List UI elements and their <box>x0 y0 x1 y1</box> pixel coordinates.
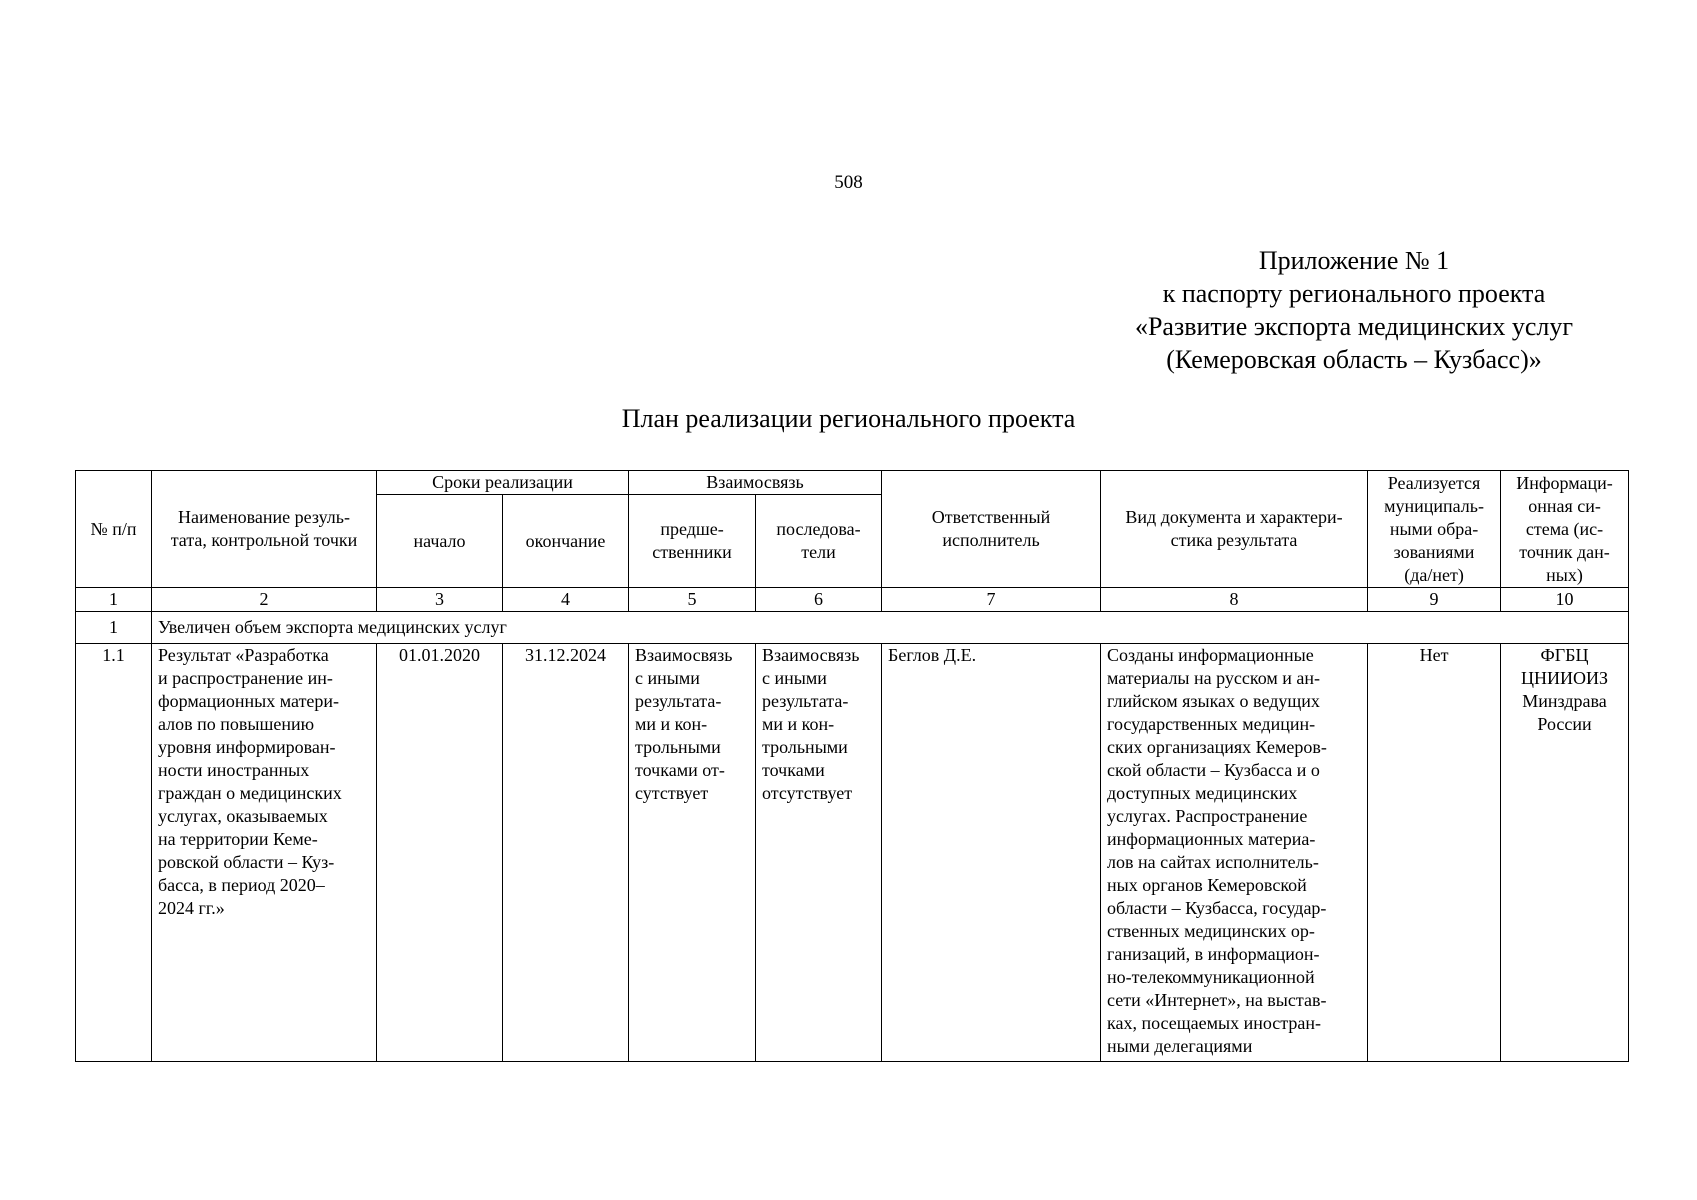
plan-table <box>75 470 1629 1062</box>
column-number: 8 <box>1101 588 1368 612</box>
column-number: 3 <box>377 588 503 612</box>
header-terms: Сроки реализации <box>377 471 629 495</box>
column-number: 6 <box>756 588 882 612</box>
header-name <box>152 471 377 588</box>
column-numbers-row <box>76 588 1629 612</box>
row-succ-line: с иными <box>762 668 827 688</box>
row-responsible: Беглов Д.Е. <box>882 644 1101 1062</box>
row-doc-line: но-телекоммуникационной <box>1107 967 1315 987</box>
row-info-line: ФГБЦ <box>1540 645 1589 665</box>
header-line: тели <box>801 542 836 562</box>
header-link: Взаимосвязь <box>629 471 882 495</box>
section-number: 1 <box>76 612 152 644</box>
row-doc-line: глийском языках о ведущих <box>1107 691 1320 711</box>
row-number: 1.1 <box>76 644 152 1062</box>
row-doc-line: сети «Интернет», на выстав- <box>1107 990 1327 1010</box>
column-number: 5 <box>629 588 756 612</box>
header-line: Ответственный <box>931 507 1051 527</box>
row-municipal: Нет <box>1368 644 1501 1062</box>
header-line: стема (ис- <box>1525 518 1604 539</box>
row-name-line: 2024 гг.» <box>158 898 225 918</box>
header-successors <box>756 495 882 588</box>
header-line: ных) <box>1546 564 1583 585</box>
row-pred-line: точками от- <box>635 760 725 780</box>
row-name-line: уровня информирован- <box>158 737 336 757</box>
row-name-line: ровской области – Куз- <box>158 852 335 872</box>
header-municipal <box>1368 471 1501 588</box>
header-line: Вид документа и характери- <box>1125 507 1343 527</box>
row-name-line: услугах, оказываемых <box>158 806 328 826</box>
appendix-line: «Развитие экспорта медицинских услуг <box>1134 312 1574 341</box>
header-line: Информаци- <box>1516 472 1613 493</box>
row-succ-line: ми и кон- <box>762 714 835 734</box>
header-line: исполнитель <box>942 530 1040 550</box>
row-name-line: ности иностранных <box>158 760 310 780</box>
row-start-date: 01.01.2020 <box>377 644 503 1062</box>
row-doc-line: ганизаций, в информацион- <box>1107 944 1320 964</box>
row-info-line: России <box>1537 714 1592 734</box>
appendix-line: (Кемеровская область – Кузбасс)» <box>1166 345 1542 374</box>
row-doc-line: информационных материа- <box>1107 829 1316 849</box>
row-succ-line: отсутствует <box>762 783 853 803</box>
header-line: стика результата <box>1170 530 1298 550</box>
row-info-line: Минздрава <box>1522 691 1607 711</box>
column-number: 9 <box>1368 588 1501 612</box>
row-pred-line: с иными <box>635 668 700 688</box>
column-number: 10 <box>1501 588 1629 612</box>
header-responsible <box>882 471 1101 588</box>
row-name-line: на территории Кеме- <box>158 829 318 849</box>
row-document <box>1101 644 1368 1062</box>
row-name-line: алов по повышению <box>158 714 315 734</box>
row-succ-line: Взаимосвязь <box>762 645 860 665</box>
header-end: окончание <box>503 495 629 588</box>
row-doc-line: ственных медицинских ор- <box>1107 921 1315 941</box>
row-pred-line: ми и кон- <box>635 714 708 734</box>
header-document <box>1101 471 1368 588</box>
header-line: Наименование резуль- <box>178 507 350 527</box>
header-info-system <box>1501 471 1629 588</box>
row-name-line: и распространение ин- <box>158 668 333 688</box>
row-pred-line: трольными <box>635 737 721 757</box>
row-name <box>152 644 377 1062</box>
section-row <box>76 612 1629 644</box>
column-number: 2 <box>152 588 377 612</box>
row-doc-line: ными делегациями <box>1107 1036 1253 1056</box>
table-row <box>76 644 1629 1062</box>
row-doc-line: ных органов Кемеровской <box>1107 875 1307 895</box>
appendix-line: к паспорту регионального проекта <box>1162 279 1546 308</box>
appendix-block <box>1100 244 1608 376</box>
row-pred-line: Взаимосвязь <box>635 645 733 665</box>
header-line: тата, контрольной точки <box>170 530 358 550</box>
column-number: 1 <box>76 588 152 612</box>
row-info-system <box>1501 644 1629 1062</box>
row-successors <box>756 644 882 1062</box>
column-number: 7 <box>882 588 1101 612</box>
header-line: ными обра- <box>1389 518 1479 539</box>
header-num: № п/п <box>76 471 152 588</box>
header-line: муниципаль- <box>1384 495 1484 516</box>
header-predecessors <box>629 495 756 588</box>
appendix-line: Приложение № 1 <box>1258 246 1450 275</box>
row-succ-line: точками <box>762 760 825 780</box>
row-pred-line: сутствует <box>635 783 709 803</box>
row-info-line: ЦНИИОИЗ <box>1521 668 1609 688</box>
header-line: онная си- <box>1528 495 1601 516</box>
section-title: Увеличен объем экспорта медицинских услуг <box>152 612 1629 644</box>
row-name-line: басса, в период 2020– <box>158 875 325 895</box>
row-name-line: формационных матери- <box>158 691 340 711</box>
row-doc-line: ских организациях Кемеров- <box>1107 737 1327 757</box>
header-start: начало <box>377 495 503 588</box>
row-doc-line: Созданы информационные <box>1107 645 1314 665</box>
header-line: Реализуется <box>1387 472 1481 493</box>
header-line: последова- <box>776 519 861 539</box>
row-succ-line: трольными <box>762 737 848 757</box>
header-line: ственники <box>652 542 732 562</box>
row-doc-line: государственных медицин- <box>1107 714 1316 734</box>
row-doc-line: области – Кузбасса, государ- <box>1107 898 1327 918</box>
row-end-date: 31.12.2024 <box>503 644 629 1062</box>
row-pred-line: результата- <box>635 691 722 711</box>
column-number: 4 <box>503 588 629 612</box>
header-line: зованиями <box>1393 541 1475 562</box>
row-doc-line: ках, посещаемых иностран- <box>1107 1013 1321 1033</box>
row-doc-line: лов на сайтах исполнитель- <box>1107 852 1319 872</box>
header-line: точник дан- <box>1519 541 1610 562</box>
row-succ-line: результата- <box>762 691 849 711</box>
row-name-line: Результат «Разработка <box>158 645 329 665</box>
header-line: предше- <box>660 519 724 539</box>
page-number: 508 <box>834 172 863 193</box>
row-doc-line: доступных медицинских <box>1107 783 1298 803</box>
row-doc-line: материалы на русском и ан- <box>1107 668 1321 688</box>
row-doc-line: ской области – Кузбасса и о <box>1107 760 1320 780</box>
plan-title: План реализации регионального проекта <box>621 404 1076 433</box>
row-predecessors <box>629 644 756 1062</box>
row-name-line: граждан о медицинских <box>158 783 342 803</box>
row-doc-line: услугах. Распространение <box>1107 806 1308 826</box>
header-line: (да/нет) <box>1404 564 1464 585</box>
